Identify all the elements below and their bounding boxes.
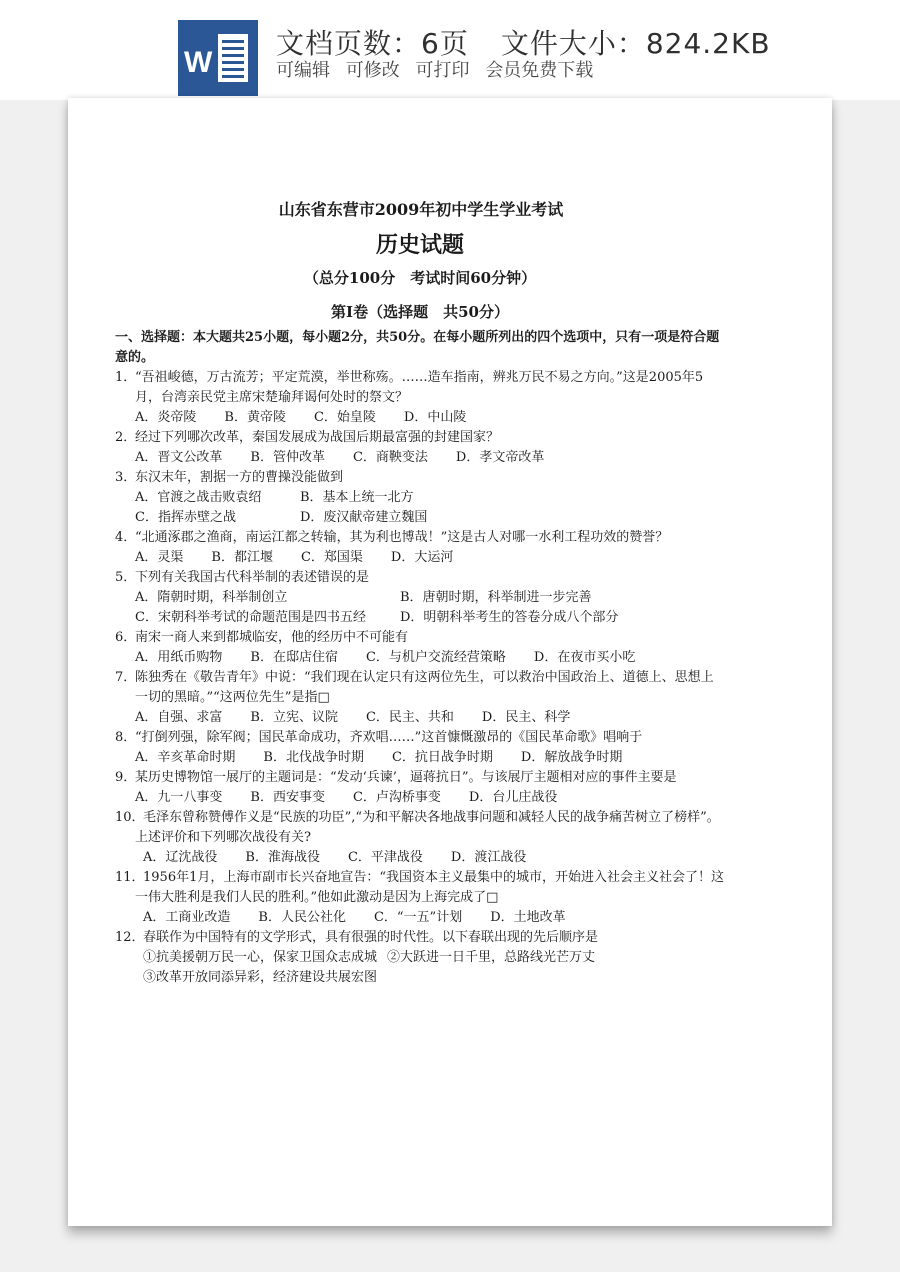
exam-content: [115, 200, 725, 988]
option-d: D．明朝科举考生的答卷分成八个部分: [400, 610, 619, 625]
option-a: A．晋文公改革: [135, 450, 223, 465]
option-c: C．“一五”计划: [373, 910, 463, 925]
question-text: 陈独秀在《敬告青年》中说：“我们现在认定只有这两位先生，可以救治中国政治上、道德上、思想上一切的黑暗。”“这两位先生”是指□: [135, 670, 714, 705]
file-size: 文件大小：824.2KB: [500, 27, 771, 60]
question-text: 春联作为中国特有的文学形式，具有很强的时代性。以下春联出现的先后顺序是: [143, 930, 599, 945]
option-a: A．炎帝陵: [135, 410, 197, 425]
option-b: B．西安事变: [250, 790, 325, 805]
question-12: [115, 928, 725, 948]
question-7: [115, 668, 725, 708]
word-icon-letter: W: [184, 46, 213, 79]
option-c: C．抗日战争时期: [391, 750, 493, 765]
question-9-options: [115, 788, 725, 808]
question-8-options: [115, 748, 725, 768]
question-11-options: [115, 908, 725, 928]
question-3-options-row1: [115, 488, 725, 508]
question-number: 7．: [115, 670, 137, 685]
option-d: D．解放战争时期: [520, 750, 623, 765]
option-b: B．立宪、议院: [250, 710, 338, 725]
question-text: 南宋一商人来到都城临安，他的经历中不可能有: [135, 630, 409, 645]
option-a: A．用纸币购物: [135, 650, 223, 665]
word-doc-icon: [178, 20, 258, 96]
option-b: B．淮海战役: [245, 850, 320, 865]
option-b: B．管仲改革: [250, 450, 325, 465]
page-count: 文档页数：6页: [276, 27, 469, 60]
feature-list: [276, 56, 603, 82]
question-number: 12．: [115, 930, 145, 945]
exam-title: 山东省东营市2009年初中学生学业考试: [278, 200, 564, 219]
question-text: 毛泽东曾称赞傅作义是“民族的功臣”,“为和平解决各地战事问题和减轻人民的战争痛苦树立了榜样”。上述评价和下列哪次战役有关?: [135, 810, 720, 845]
option-c: C．平津战役: [347, 850, 423, 865]
question-1: [115, 368, 725, 408]
option-d: D．孝文帝改革: [455, 450, 545, 465]
question-10: [115, 808, 725, 848]
question-4: [115, 528, 725, 548]
option-d: D．台儿庄战役: [468, 790, 558, 805]
option-a: A．辛亥革命时期: [135, 750, 236, 765]
feature-modifiable: 可修改: [345, 60, 400, 81]
question-1-options: [115, 408, 725, 428]
question-3: [115, 468, 725, 488]
option-d: D．在夜市买小吃: [533, 650, 636, 665]
couplet-1: ①抗美援朝万民一心，保家卫国众志成城: [143, 950, 378, 965]
question-text: 下列有关我国古代科举制的表述错误的是: [135, 570, 370, 585]
option-b: B．都江堰: [211, 550, 273, 565]
option-a: A．隋朝时期，科举制创立: [135, 590, 288, 605]
feature-member-download: 会员免费下载: [485, 60, 594, 81]
option-c: C．商鞅变法: [352, 450, 428, 465]
question-6: [115, 628, 725, 648]
couplet-2: ②大跃进一日千里，总路线光芒万丈: [387, 950, 596, 965]
feature-editable: 可编辑: [276, 60, 330, 81]
option-d: D．中山陵: [403, 410, 467, 425]
option-d: D．渡江战役: [450, 850, 527, 865]
question-5-options-row2: [115, 608, 725, 628]
question-number: 3．: [115, 470, 137, 485]
option-b: B．基本上统一北方: [300, 490, 414, 505]
option-b: B．黄帝陵: [224, 410, 286, 425]
question-number: 4．: [115, 530, 137, 545]
question-10-options: [115, 848, 725, 868]
feature-printable: 可打印: [415, 60, 470, 81]
document-info-banner: [0, 0, 900, 100]
option-c: C．郑国渠: [300, 550, 363, 565]
option-d: D．民主、科学: [481, 710, 571, 725]
question-number: 2．: [115, 430, 137, 445]
option-b: B．人民公社化: [258, 910, 346, 925]
question-5-options-row1: [115, 588, 725, 608]
question-number: 6．: [115, 630, 137, 645]
question-2-options: [115, 448, 725, 468]
option-d: D．废汉献帝建立魏国: [300, 510, 428, 525]
question-12-items-row2: [115, 968, 725, 988]
option-c: C．始皇陵: [313, 410, 376, 425]
question-3-options-row2: [115, 508, 725, 528]
question-number: 1．: [115, 370, 137, 385]
option-d: D．土地改革: [490, 910, 566, 925]
question-list: [115, 368, 725, 988]
question-5: [115, 568, 725, 588]
exam-subtitle: （总分100分 考试时间60分钟）: [303, 269, 537, 287]
question-6-options: [115, 648, 725, 668]
question-number: 10．: [115, 810, 145, 825]
question-7-options: [115, 708, 725, 728]
question-text: 东汉末年，割据一方的曹操没能做到: [135, 470, 344, 485]
question-number: 8．: [115, 730, 137, 745]
option-b: B．在邸店住宿: [250, 650, 338, 665]
question-text: 某历史博物馆一展厅的主题词是：“发动‘兵谏’，逼蒋抗日”。与该展厅主题相对应的事件主要是: [135, 770, 677, 785]
question-number: 11．: [115, 870, 145, 885]
section-instructions: 一、选择题：本大题共25小题，每小题2分，共50分。在每小题所列出的四个选项中，只有一项是符合题意的。: [115, 330, 720, 365]
option-c: C．与机户交流经营策略: [365, 650, 506, 665]
option-a: A．工商业改造: [143, 910, 231, 925]
question-text: 1956年1月，上海市副市长兴奋地宣告：“我国资本主义最集中的城市，开始进入社会主义社会了！这一伟大胜利是我们人民的胜利。”他如此激动是因为上海完成了□: [135, 870, 725, 905]
question-number: 9．: [115, 770, 137, 785]
option-b: B．唐朝时期，科举制进一步完善: [400, 590, 592, 605]
question-4-options: [115, 548, 725, 568]
question-9: [115, 768, 725, 788]
part-heading: 第Ⅰ卷（选择题 共50分）: [331, 303, 509, 321]
option-c: C．指挥赤壁之战: [135, 510, 236, 525]
option-b: B．北伐战争时期: [263, 750, 364, 765]
subject-title: 历史试题: [375, 232, 464, 258]
option-a: A．自强、求富: [135, 710, 223, 725]
question-text: “北通涿郡之渔商，南运江都之转输，其为利也博哉！”这是古人对哪一水利工程功效的赞誉？: [135, 530, 669, 545]
option-a: A．灵渠: [135, 550, 184, 565]
question-text: 经过下列哪次改革，秦国发展成为战国后期最富强的封建国家？: [135, 430, 500, 445]
option-a: A．九一八事变: [135, 790, 223, 805]
option-a: A．官渡之战击败袁绍: [135, 490, 262, 505]
option-d: D．大运河: [390, 550, 454, 565]
option-c: C．民主、共和: [365, 710, 454, 725]
question-text: “吾祖峻德，万古流芳；平定荒漠，举世称殇。……造车指南，辨兆万民不易之方向。”这是2005年5月，台湾亲民党主席宋楚瑜拜谒何处时的祭文？: [135, 370, 704, 405]
question-number: 5．: [115, 570, 137, 585]
question-12-items-row1: [115, 948, 725, 968]
option-a: A．辽沈战役: [143, 850, 218, 865]
option-c: C．宋朝科举考试的命题范围是四书五经: [135, 610, 366, 625]
question-11: [115, 868, 725, 908]
question-2: [115, 428, 725, 448]
question-text: “打倒列强，除军阀；国民革命成功，齐欢唱……”这首慷慨激昂的《国民革命歌》唱响于: [135, 730, 643, 745]
question-8: [115, 728, 725, 748]
couplet-3: ③改革开放同添异彩，经济建设共展宏图: [143, 970, 378, 985]
option-c: C．卢沟桥事变: [352, 790, 441, 805]
